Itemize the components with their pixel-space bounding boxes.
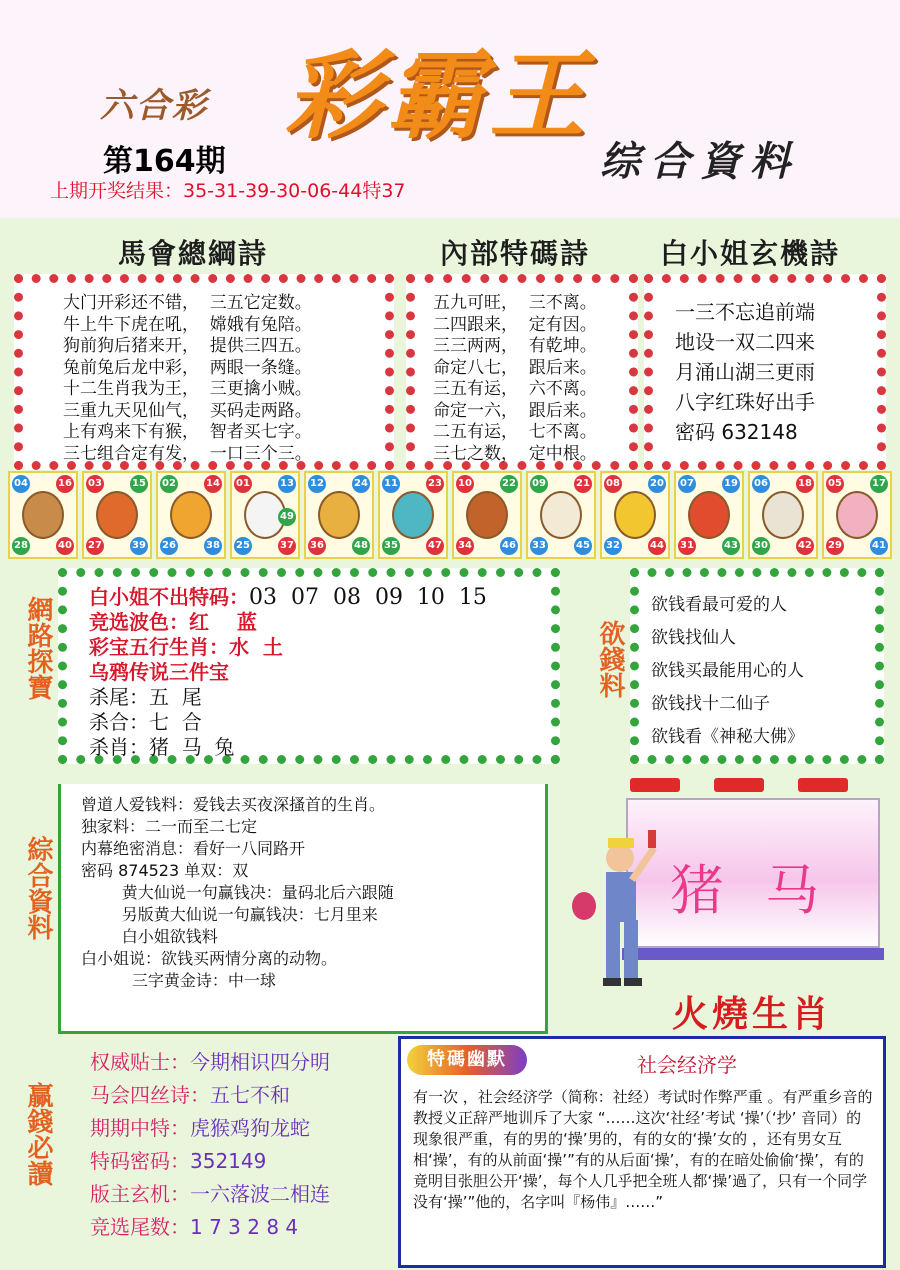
billboard xyxy=(622,778,884,978)
poem-line: 三重九天见仙气， 买码走两路。 xyxy=(63,400,312,421)
zodiac-number: 19 xyxy=(722,475,740,493)
zodiac-number: 33 xyxy=(530,537,548,555)
must-read-row: 版主玄机：一六落波二相连 xyxy=(90,1182,330,1206)
info-line: 内幕绝密消息：看好一八同路开 xyxy=(81,839,306,858)
zodiac-number: 13 xyxy=(278,475,296,493)
zodiac-number: 24 xyxy=(352,475,370,493)
zodiac-number: 27 xyxy=(86,537,104,555)
money-item: 欲钱看《神秘大佛》 xyxy=(651,727,804,747)
zodiac-cell-monkey xyxy=(600,471,670,559)
rooster-icon xyxy=(688,491,730,539)
zodiac-number: 39 xyxy=(130,537,148,555)
billboard-caption: 火燒生肖 xyxy=(672,993,833,1035)
zodiac-number: 23 xyxy=(426,475,444,493)
zodiac-number: 15 xyxy=(130,475,148,493)
poem-line: 大门开彩还不错， 三五它定数。 xyxy=(63,293,312,313)
net-search-box xyxy=(58,568,560,764)
kill-xiao: 杀肖：猪 马 兔 xyxy=(89,735,235,759)
zodiac-number: 12 xyxy=(308,475,326,493)
zodiac-cell-rat xyxy=(8,471,78,559)
issue-number: 第164期 xyxy=(103,144,226,179)
zodiac-number: 09 xyxy=(530,475,548,493)
poem-line: 二五有运， 七不离。 xyxy=(433,422,597,442)
zodiac-number: 46 xyxy=(500,537,518,555)
zodiac-number: 37 xyxy=(278,537,296,555)
composite-box xyxy=(58,784,548,1034)
zodiac-number: 11 xyxy=(382,475,400,493)
must-read-label-text: 赢錢必讀 xyxy=(23,1082,53,1186)
composite-label-text: 綜合資料 xyxy=(23,836,53,940)
zodiac-number: 35 xyxy=(382,537,400,555)
money-box xyxy=(630,568,884,764)
zodiac-number: 14 xyxy=(204,475,222,493)
poem-line: 三三两两， 有乾坤。 xyxy=(433,336,597,356)
dragon-icon xyxy=(318,491,360,539)
billboard-lamps xyxy=(622,778,884,800)
poem-title-internal: 內部特碼詩 xyxy=(440,237,591,270)
money-item: 欲钱找仙人 xyxy=(651,628,736,648)
poem-line: 命定八七， 跟后来。 xyxy=(433,357,597,378)
snake-icon xyxy=(392,491,434,539)
must-read-label xyxy=(22,1082,54,1193)
zodiac-number: 18 xyxy=(796,475,814,493)
money-item: 欲钱找十二仙子 xyxy=(651,694,770,714)
composite-label xyxy=(22,836,54,947)
social-title: 社会经济学 xyxy=(637,1053,737,1077)
zodiac-number: 22 xyxy=(500,475,518,493)
goat-icon xyxy=(540,491,582,539)
zodiac-number: 04 xyxy=(12,475,30,493)
poem-line: 三五有运， 六不离。 xyxy=(433,379,597,399)
zodiac-cell-rabbit xyxy=(230,471,300,559)
horse-icon xyxy=(466,491,508,539)
kill-he: 杀合：七 合 xyxy=(89,710,202,734)
must-read-row: 期期中特：虎猴鸡狗龙蛇 xyxy=(90,1116,310,1140)
info-line: 白小姐说：欲钱买两情分离的动物。 xyxy=(81,949,338,968)
wx-key: 彩宝五行生肖： xyxy=(89,635,229,659)
internal-poem-box xyxy=(406,274,638,470)
zodiac-cell-goat xyxy=(526,471,596,559)
poem-line: 五九可旺， 三不离。 xyxy=(433,293,597,313)
zodiac-number: 05 xyxy=(826,475,844,493)
riddle-line: 一三不忘追前端 xyxy=(675,300,815,324)
zodiac-number: 32 xyxy=(604,537,622,555)
zodiac-number: 45 xyxy=(574,537,592,555)
bxj-key: 白小姐不出特码： xyxy=(89,585,249,609)
zodiac-number: 42 xyxy=(796,537,814,555)
billboard-base xyxy=(622,948,884,960)
zodiac-number: 31 xyxy=(678,537,696,555)
social-text: 有一次 ，社会经济学（简称：社经）考试时作弊严重 。有严重乡音的教授义正辞严地训斥了大家 “……这次‘社经’考试 ‘操’（‘抄’ 音同）的现象很严重，有的男的‘操’男的，有的女的‘操’女的 ，还有男女互相‘操’，有的从前面‘操’”有的从后面‘操’，有的在暗处偷偷‘操’，有的竟明目张胆公开‘操’，每个人几乎把全班人都‘操’過了，只有一个同学没有‘操’”他的，名字叫『杨伟』……” xyxy=(413,1088,873,1211)
poem-line: 二四跟来， 定有因。 xyxy=(433,314,597,335)
must-read-row: 特码密码：352149 xyxy=(90,1149,267,1173)
zodiac-number: 41 xyxy=(870,537,888,555)
monkey-icon xyxy=(614,491,656,539)
poem-line: 三七组合定有发， 一口三个三。 xyxy=(63,443,312,464)
zodiac-number: 30 xyxy=(752,537,770,555)
wx-val: 水 土 xyxy=(229,635,283,659)
money-item: 欲钱买最能用心的人 xyxy=(651,661,804,681)
zodiac-number: 26 xyxy=(160,537,178,555)
money-item: 欲钱看最可爱的人 xyxy=(651,595,787,615)
zodiac-cell-snake xyxy=(378,471,448,559)
zodiac-number: 20 xyxy=(648,475,666,493)
zodiac-number: 49 xyxy=(278,508,296,526)
social-text-wrap xyxy=(413,1087,875,1213)
zodiac-number: 06 xyxy=(752,475,770,493)
tiger-icon xyxy=(170,491,212,539)
zodiac-number: 01 xyxy=(234,475,252,493)
net-search-label xyxy=(22,596,54,707)
info-line: 白小姐欲钱料 xyxy=(81,927,218,946)
zodiac-number: 10 xyxy=(456,475,474,493)
rat-icon xyxy=(22,491,64,539)
zodiac-cell-horse xyxy=(452,471,522,559)
zodiac-number: 29 xyxy=(826,537,844,555)
zodiac-number: 21 xyxy=(574,475,592,493)
info-line: 曾道人爱钱料：爱钱去买夜深搔首的生肖。 xyxy=(81,795,386,814)
billboard-text: 猪 马 xyxy=(670,859,832,922)
info-line: 黄大仙说一句赢钱决：量码北后六跟随 xyxy=(81,883,394,902)
zodiac-number: 34 xyxy=(456,537,474,555)
poem-title-main: 馬會總綱詩 xyxy=(118,237,269,270)
poem-line: 狗前狗后猪来开， 提供三四五。 xyxy=(63,336,312,356)
poem-line: 兔前兔后龙中彩， 两眼一条缝。 xyxy=(63,357,312,378)
humor-badge: 特碼幽默 xyxy=(407,1045,527,1075)
poem-line: 命定一六， 跟后来。 xyxy=(433,400,597,421)
zodiac-number: 48 xyxy=(352,537,370,555)
net-search-label-text: 網路探寶 xyxy=(23,596,53,700)
zodiac-number: 08 xyxy=(604,475,622,493)
riddle-password: 密码 632148 xyxy=(675,420,798,444)
zodiac-number: 40 xyxy=(56,537,74,555)
painter-figure xyxy=(570,828,660,998)
info-line: 三字黄金诗：中一球 xyxy=(81,971,276,990)
zodiac-number: 47 xyxy=(426,537,444,555)
ox-icon xyxy=(96,491,138,539)
info-line: 密码 874523 单双：双 xyxy=(81,861,249,880)
must-read-list xyxy=(90,1046,390,1244)
must-read-row: 马会四丝诗：五七不和 xyxy=(90,1083,290,1107)
zodiac-number: 07 xyxy=(678,475,696,493)
zodiac-cell-dragon xyxy=(304,471,374,559)
zodiac-number: 38 xyxy=(204,537,222,555)
riddle-poem-box xyxy=(644,274,886,470)
info-line: 独家料：二一而至二七定 xyxy=(81,817,258,836)
riddle-line: 八字红珠好出手 xyxy=(675,390,815,414)
brand-subtitle: 综合資料 xyxy=(600,138,800,185)
zodiac-strip xyxy=(8,471,892,563)
kill-tail: 杀尾：五 尾 xyxy=(89,685,202,709)
pig-icon xyxy=(836,491,878,539)
bxj-val: 03 07 08 09 10 15 xyxy=(249,585,487,610)
wave-val: 红 蓝 xyxy=(189,610,257,634)
crow-text: 乌鸦传说三件宝 xyxy=(89,660,229,684)
info-line: 另版黄大仙说一句赢钱决：七月里来 xyxy=(81,905,378,924)
zodiac-number: 44 xyxy=(648,537,666,555)
zodiac-number: 17 xyxy=(870,475,888,493)
zodiac-number: 16 xyxy=(56,475,74,493)
zodiac-number: 03 xyxy=(86,475,104,493)
money-label xyxy=(594,620,626,705)
zodiac-cell-rooster xyxy=(674,471,744,559)
zodiac-number: 43 xyxy=(722,537,740,555)
last-result: 上期开奖结果：35-31-39-30-06-44特37 xyxy=(50,180,406,202)
poem-line: 牛上牛下虎在吼， 嫦娥有兔陪。 xyxy=(63,314,312,335)
zodiac-cell-pig xyxy=(822,471,892,559)
zodiac-number: 36 xyxy=(308,537,326,555)
poem-line: 上有鸡来下有猴， 智者买七字。 xyxy=(63,422,312,442)
brand-logo: 彩霸王 xyxy=(285,39,591,152)
zodiac-cell-ox xyxy=(82,471,152,559)
riddle-line: 地设一双二四来 xyxy=(675,330,815,354)
must-read-row: 权威贴士：今期相识四分明 xyxy=(90,1050,330,1074)
zodiac-number: 28 xyxy=(12,537,30,555)
dog-icon xyxy=(762,491,804,539)
brand-small: 六合彩 xyxy=(100,86,208,126)
zodiac-cell-tiger xyxy=(156,471,226,559)
riddle-line: 月涌山湖三更雨 xyxy=(675,360,815,384)
wave-key: 竞选波色： xyxy=(89,610,189,634)
poem-title-riddle: 白小姐玄機詩 xyxy=(660,237,841,270)
main-poem-box xyxy=(14,274,394,470)
must-read-row: 竞选尾数：1 7 3 2 8 4 xyxy=(90,1215,299,1239)
poem-line: 三七之数， 定中根。 xyxy=(433,443,597,464)
zodiac-number: 25 xyxy=(234,537,252,555)
poem-line: 十二生肖我为王， 三更擒小贼。 xyxy=(63,379,312,399)
social-economics-box xyxy=(398,1036,886,1268)
money-label-text: 欲錢料 xyxy=(595,620,625,698)
zodiac-cell-dog xyxy=(748,471,818,559)
zodiac-number: 02 xyxy=(160,475,178,493)
